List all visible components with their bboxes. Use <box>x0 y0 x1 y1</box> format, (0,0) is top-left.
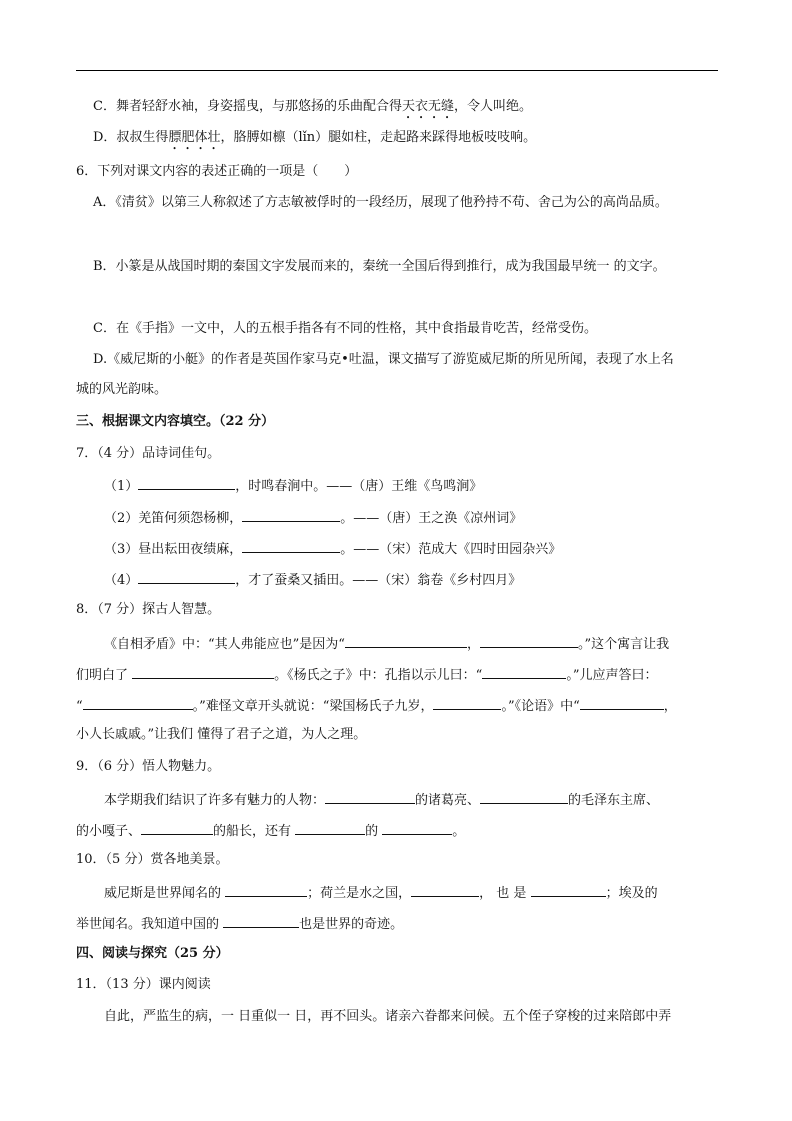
q8-paragraph-4: 小人长戚戚。”让我们 懂得了君子之道，为人之理。 <box>76 727 367 742</box>
q8-paragraph-1: 《自相矛盾》中：“其人弗能应也”是因为“ ， 。”这个寓言让我 <box>104 634 669 654</box>
fill-blank[interactable] <box>480 634 578 648</box>
section-four-title: 四、阅读与探究（25 分） <box>76 946 229 961</box>
q5-option-d: D．叔叔生得膘肥体壮，胳膊如檩（lǐn）腿如柱，走起路来踩得地板吱吱响。 <box>93 130 537 145</box>
fill-blank[interactable] <box>295 821 365 835</box>
q6-option-a: A．《清贫》以第三人称叙述了方志敏被俘时的一段经历，展现了他矜持不苟、舍己为公的高尚品质。 <box>93 195 668 210</box>
q6-stem: 6．下列对课文内容的表述正确的一项是（ ） <box>76 164 358 179</box>
q7-line-4: （4） ，才了蚕桑又插田。——（宋）翁卷《乡村四月》 <box>104 570 521 590</box>
q7-stem: 7．（4 分）品诗词佳句。 <box>76 446 221 461</box>
q10-paragraph-2: 举世闻名。我知道中国的 也是世界的奇迹。 <box>76 914 403 934</box>
fill-blank[interactable] <box>225 883 307 897</box>
fill-blank[interactable] <box>242 539 340 553</box>
q6-option-d: D.《威尼斯的小艇》的作者是英国作家马克•吐温，课文描写了游览威尼斯的所见所闻，表现了水上名 <box>93 352 674 367</box>
header-rule <box>76 70 718 71</box>
fill-blank[interactable] <box>433 696 501 710</box>
q9-paragraph-2: 的小嘎子、 的船长，还有 的 。 <box>76 821 465 841</box>
fill-blank[interactable] <box>411 883 479 897</box>
fill-blank[interactable] <box>138 570 235 584</box>
q10-stem: 10．（5 分）赏各地美景。 <box>76 852 229 867</box>
q5-option-c: C．舞者轻舒水袖，身姿摇曳，与那悠扬的乐曲配合得天衣无缝，令人叫绝。 <box>93 99 532 114</box>
fill-blank[interactable] <box>531 883 606 897</box>
emphasis-dots: 膘肥体壮 <box>168 130 221 145</box>
q8-paragraph-2: 们明白了 。《杨氏之子》中：孔指以示儿曰：“ 。”儿应声答曰： <box>76 665 657 685</box>
q6-option-b: B．小篆是从战国时期的秦国文字发展而来的，秦统一全国后得到推行，成为我国最早统一 的文字。 <box>93 259 666 274</box>
q7-line-1: （1） ，时鸣春涧中。——（唐）王维《鸟鸣涧》 <box>104 476 482 496</box>
fill-blank[interactable] <box>382 821 452 835</box>
fill-blank[interactable] <box>138 476 235 490</box>
q10-paragraph-1: 威尼斯是世界闻名的 ；荷兰是水之国， ， 也 是 ；埃及的 <box>104 883 658 903</box>
q11-stem: 11．（13 分）课内阅读 <box>76 977 211 992</box>
q7-line-2: （2）羌笛何须怨杨柳， 。——（唐）王之涣《凉州词》 <box>104 508 522 528</box>
q11-paragraph-1: 自此，严监生的病，一 日重似一 日，再不回头。诸亲六眷都来问候。五个侄子穿梭的过来陪郎中弄 <box>104 1009 672 1024</box>
fill-blank[interactable] <box>482 665 566 679</box>
q6-option-c: C．在《手指》一文中，人的五根手指各有不同的性格，其中食指最肯吃苦，经常受伤。 <box>93 321 597 336</box>
q9-paragraph-1: 本学期我们结识了许多有魅力的人物： 的诸葛亮、 的毛泽东主席、 <box>104 790 659 810</box>
q8-stem: 8．（7 分）探古人智慧。 <box>76 602 221 617</box>
section-three-title: 三、根据课文内容填空。（22 分） <box>76 414 275 429</box>
q7-line-3: （3）昼出耘田夜绩麻， 。——（宋）范成大《四时田园杂兴》 <box>104 539 561 559</box>
fill-blank[interactable] <box>223 914 299 928</box>
fill-blank[interactable] <box>480 790 568 804</box>
emphasis-dots: 天衣无缝 <box>401 99 454 114</box>
q9-stem: 9．（6 分）悟人物魅力。 <box>76 759 221 774</box>
fill-blank[interactable] <box>83 696 193 710</box>
q8-paragraph-3: “ 。”难怪文章开头就说：“梁国杨氏子九岁， 。”《论语》中“ ， <box>76 696 677 716</box>
fill-blank[interactable] <box>345 634 467 648</box>
fill-blank[interactable] <box>580 696 664 710</box>
fill-blank[interactable] <box>132 665 274 679</box>
fill-blank[interactable] <box>141 821 213 835</box>
q6-option-d-cont: 城的风光韵味。 <box>76 382 168 397</box>
fill-blank[interactable] <box>242 508 340 522</box>
fill-blank[interactable] <box>325 790 415 804</box>
